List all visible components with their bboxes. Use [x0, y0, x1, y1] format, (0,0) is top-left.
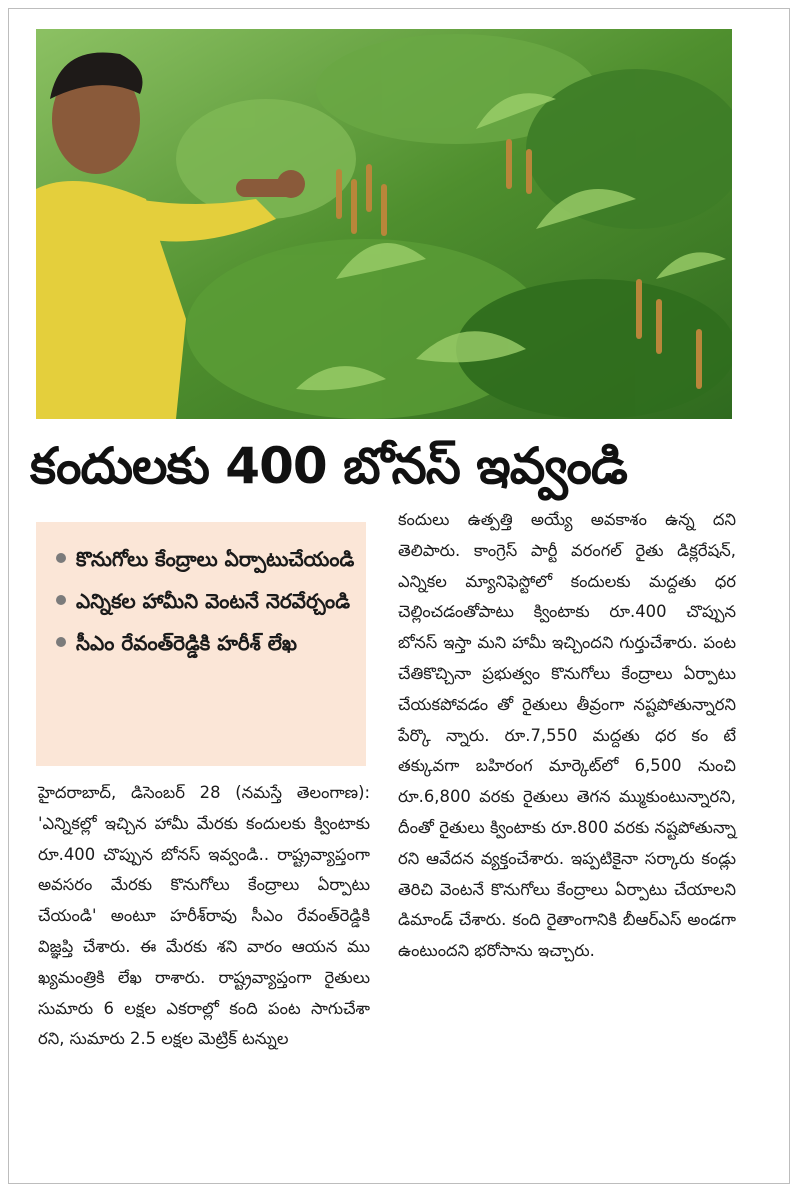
highlight-item: [54, 580, 356, 622]
highlights-box: [36, 522, 366, 766]
headline: కందులకు 400 బోనస్‌ ఇవ్వండి: [30, 437, 627, 495]
bullet-icon: [56, 637, 66, 647]
highlight-text: కొనుగోలు కేంద్రాలు ఏర్పాటుచేయండి: [76, 547, 355, 571]
highlight-text: సీఎం రేవంత్‌రెడ్డికి హరీశ్‌ లేఖ: [76, 631, 297, 655]
highlight-item: [54, 538, 356, 580]
highlight-text: ఎన్నికల హామీని వెంటనే నెరవేర్చండి: [76, 589, 350, 613]
article-body-left: 'ఎన్నికల్లో ఇచ్చిన హామీ మేరకు కందులకు క్వింటాకు రూ.400 చొప్పున బోనస్‌ ఇవ్వండి.. రాష్ట్రవ్యాప్తంగా అవసరం మేరకు కొనుగోలు కేంద్రాలు ఏర్పాటు చేయండి' అంటూ హరీశ్‌రావు సీఎం రేవంత్‌రెడ్డికి విజ్ఞప్తి చేశారు. ఈ మేరకు శని వారం ఆయన ము ఖ్యమంత్రికి లేఖ రాశారు. రాష్ట్రవ్యాప్తంగా రైతులు సుమారు 6 లక్షల ఎకరాల్లో కంది పంట సాగుచేశా రని, సుమారు 2.5 లక్షల మెట్రిక్‌ టన్నుల: [38, 813, 370, 1049]
dateline: హైదరాబాద్‌, డిసెంబర్‌ 28 (నమస్తే తెలంగాణ):: [38, 783, 370, 802]
article-photo: [36, 29, 732, 419]
article-column-right: [398, 505, 736, 967]
article-body-right: కందులు ఉత్పత్తి అయ్యే అవకాశం ఉన్న దని తెలిపారు. కాంగ్రెస్‌ పార్టీ వరంగల్‌ రైతు డిక్లరేషన్‌, ఎన్నికల మ్యానిఫెస్టోలో కందులకు మద్దతు ధర చెల్లించడంతోపాటు క్వింటాకు రూ.400 చొప్పున బోనస్‌ ఇస్తా మని హామీ ఇచ్చిందని గుర్తుచేశారు. పంట చేతికొచ్చినా ప్రభుత్వం కొనుగోలు కేంద్రాలు ఏర్పాటు చేయకపోవడం తో రైతులు తీవ్రంగా నష్టపోతున్నారని పేర్కొ న్నారు. రూ.7,550 మద్దతు ధర కం టే తక్కువగా బహిరంగ మార్కెట్‌లో 6,500 నుంచి రూ.6,800 వరకు రైతులు తెగన మ్ముకుంటున్నారని, దీంతో రైతులు క్వింటాకు రూ.800 వరకు నష్టపోతున్నా రని ఆవేదన వ్యక్తంచేశారు. ఇప్పటికైనా సర్కారు కండ్లు తెరిచి వెంటనే కొనుగోలు కేంద్రాలు ఏర్పాటు చేయాలని డిమాండ్‌ చేశారు. కంది రైతాంగానికి బీఆర్‌ఎస్‌ అండగా ఉంటుందని భరోసాను ఇచ్చారు.: [398, 510, 736, 961]
bullet-icon: [56, 553, 66, 563]
highlight-item: [54, 622, 356, 664]
farmer-harvesting-pigeon-pea-icon: [36, 29, 732, 419]
bullet-icon: [56, 595, 66, 605]
article-column-left: [38, 778, 370, 1055]
